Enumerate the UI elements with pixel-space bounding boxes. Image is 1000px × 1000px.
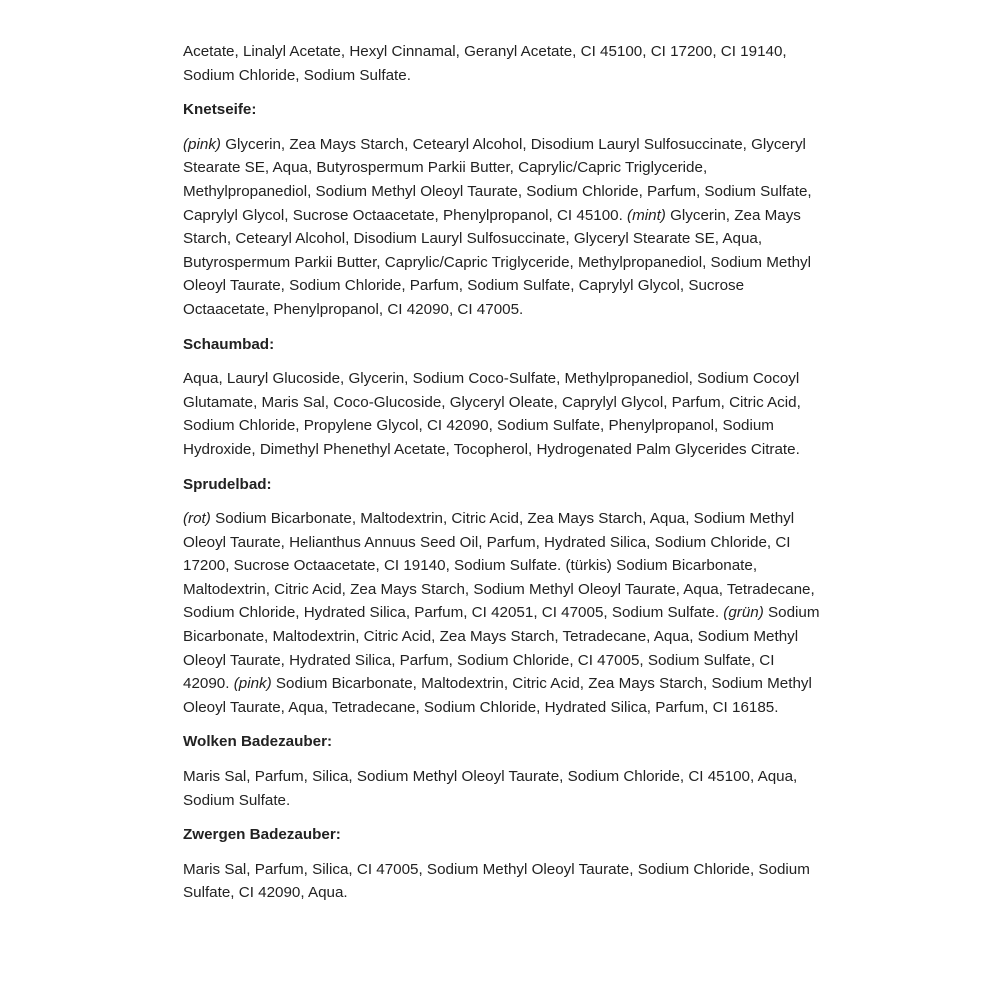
knetseife-label-mint: (mint) [627, 206, 666, 224]
schaumbad-heading: Schaumbad: [183, 335, 275, 353]
sprudelbad-text-pink: Sodium Bicarbonate, Maltodextrin, Citric Acid, Zea Mays Starch, Sodium Methyl Oleoyl Taurate, Aqua, Tetradecane, Sodium Chloride, Hydrated Silica, Parfum, CI 16185. [183, 675, 812, 716]
sprudelbad-label-pink: (pink) [233, 675, 272, 693]
sprudelbad-text-gruen: Sodium Bicarbonate, Maltodextrin, Citric Acid, Zea Mays Starch, Tetradecane, Aqua, Sodium Methyl Oleoyl Taurate, Hydrated Silica, Parfum, Sodium Chloride, CI 47005, Sodium Sulfate, CI 42090. [183, 604, 820, 693]
zwergen-heading: Zwergen Badezauber: [183, 826, 341, 844]
intro-paragraph: Acetate, Linalyl Acetate, Hexyl Cinnamal, Geranyl Acetate, CI 45100, CI 17200, CI 19140, Sodium Chloride, Sodium Sulfate. [183, 43, 787, 84]
sprudelbad-text-rot: Sodium Bicarbonate, Maltodextrin, Citric Acid, Zea Mays Starch, Aqua, Sodium Methyl Oleoyl Taurate, Helianthus Annuus Seed Oil, Parfum, Hydrated Silica, Sodium Chloride, CI 17200, Sucrose Octaacetate, CI 19140, Sodium Sulfate. (türkis) Sodium Bicarbonate, Maltodextrin, Citric Acid, Zea Mays Starch, Sodium Methyl Oleoyl Taurate, Aqua, Tetradecane, Sodium Chloride, Hydrated Silica, Parfum, CI 42051, CI 47005, Sodium Sulfate. [183, 510, 815, 622]
wolken-heading: Wolken Badezauber: [183, 733, 333, 751]
knetseife-label-pink: (pink) [183, 135, 221, 153]
sprudelbad-label-gruen: (grün) [723, 604, 764, 622]
knetseife-heading: Knetseife: [183, 101, 257, 119]
sprudelbad-paragraph [183, 507, 823, 719]
schaumbad-paragraph: Aqua, Lauryl Glucoside, Glycerin, Sodium Coco-Sulfate, Methylpropanediol, Sodium Cocoyl Glutamate, Maris Sal, Coco-Glucoside, Glyceryl Oleate, Caprylyl Glycol, Parfum, Citric Acid, Sodium Chloride, Propylene Glycol, CI 42090, Sodium Sulfate, Phenylpropanol, Sodium Hydroxide, Dimethyl Phenethyl Acetate, Tocopherol, Hydrogenated Palm Glycerides Citrate. [183, 370, 801, 458]
sprudelbad-label-rot: (rot) [183, 510, 211, 528]
sprudelbad-heading: Sprudelbad: [183, 475, 272, 493]
wolken-paragraph: Maris Sal, Parfum, Silica, Sodium Methyl Oleoyl Taurate, Sodium Chloride, CI 45100, Aqua, Sodium Sulfate. [183, 768, 798, 809]
knetseife-paragraph [183, 133, 823, 322]
knetseife-text-mint: Glycerin, Zea Mays Starch, Cetearyl Alcohol, Disodium Lauryl Sulfosuccinate, Glyceryl Stearate SE, Aqua, Butyrospermum Parkii Butter, Caprylic/Capric Triglyceride, Methylpropanediol, Sodium Methyl Oleoyl Taurate, Sodium Chloride, Parfum, Sodium Sulfate, Caprylyl Glycol, Sucrose Octaacetate, Phenylpropanol, CI 42090, CI 47005. [183, 206, 811, 318]
ingredients-document [183, 40, 823, 916]
zwergen-paragraph: Maris Sal, Parfum, Silica, CI 47005, Sodium Methyl Oleoyl Taurate, Sodium Chloride, Sodium Sulfate, CI 42090, Aqua. [183, 860, 810, 902]
knetseife-text-pink: Glycerin, Zea Mays Starch, Cetearyl Alcohol, Disodium Lauryl Sulfosuccinate, Glyceryl Stearate SE, Aqua, Butyrospermum Parkii Butter, Caprylic/Capric Triglyceride, Methylpropanediol, Sodium Methyl Oleoyl Taurate, Sodium Chloride, Parfum, Sodium Sulfate, Caprylyl Glycol, Sucrose Octaacetate, Phenylpropanol, CI 45100. [183, 135, 812, 224]
